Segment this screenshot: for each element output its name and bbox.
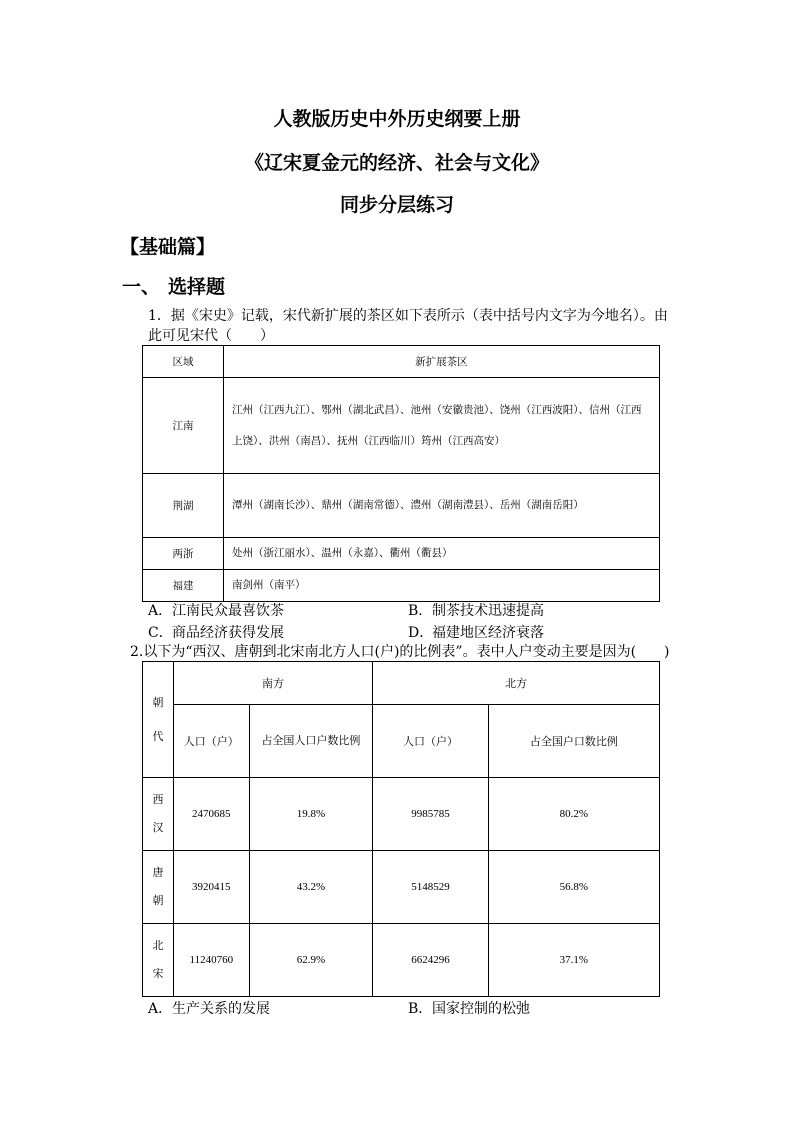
era-text: 北宋 [152, 940, 164, 980]
option-d[interactable] [408, 622, 544, 642]
subheader-north-pop: 人口（户） [373, 705, 489, 778]
option-text: 江南民众最喜饮茶 [172, 603, 284, 619]
doc-title-line1: 人教版历史中外历史纲要上册 [273, 108, 521, 130]
table-row [143, 851, 660, 924]
population-table [142, 661, 660, 997]
table-header-row [143, 346, 660, 378]
question-1-stem [148, 306, 668, 346]
option-letter: A． [148, 1001, 173, 1017]
region-cell: 江南 [143, 378, 224, 474]
areas-cell: 南剑州（南平） [224, 570, 660, 602]
option-letter: C． [148, 625, 173, 641]
table-header-row [143, 662, 660, 705]
south-pop-cell: 3920415 [173, 851, 249, 924]
north-pop-cell: 9985785 [373, 778, 489, 851]
table-row [143, 538, 660, 570]
option-text: 制茶技术迅速提高 [432, 603, 544, 619]
era-cell [143, 778, 174, 851]
areas-cell: 潭州（湖南长沙）、鼎州（湖南常德）、澧州（湖南澧县）、岳州（湖南岳阳） [224, 474, 660, 538]
question-1-stem-line2: 此可见宋代（ ） [148, 328, 274, 344]
table-row [143, 778, 660, 851]
subheader-south-ratio: 占全国人口户数比例 [249, 705, 372, 778]
era-cell [143, 851, 174, 924]
north-pop-cell: 5148529 [373, 851, 489, 924]
era-cell [143, 924, 174, 997]
doc-title-line2: 《辽宋夏金元的经济、社会与文化》 [244, 152, 549, 174]
option-letter: B． [408, 603, 433, 619]
north-pop-cell: 6624296 [373, 924, 489, 997]
north-ratio-cell: 56.8% [488, 851, 659, 924]
part-heading [122, 272, 225, 299]
question-1-stem-line1: 1．据《宋史》记载，宋代新扩展的茶区如下表所示（表中括号内文字为今地名）。由 [148, 308, 668, 324]
doc-title-line3: 同步分层练习 [339, 194, 454, 216]
option-letter: D． [408, 625, 434, 641]
option-text: 商品经济获得发展 [172, 625, 284, 641]
era-text: 西汉 [152, 794, 164, 834]
region-cell: 荆湖 [143, 474, 224, 538]
q2-option-a[interactable] [148, 998, 270, 1018]
option-b[interactable] [408, 600, 544, 620]
subheader-south-pop: 人口（户） [173, 705, 249, 778]
option-a[interactable] [148, 600, 284, 620]
areas-cell: 处州（浙江丽水）、温州（永嘉）、衢州（衢县） [224, 538, 660, 570]
region-cell: 两浙 [143, 538, 224, 570]
question-2-stem: 2.以下为“西汉、唐朝到北宋南北方人口(户)的比例表”。表中人户变动主要是因为( ) [130, 644, 670, 660]
option-text: 生产关系的发展 [172, 1001, 270, 1017]
subheader-north-ratio: 占全国户口数比例 [488, 705, 659, 778]
tea-region-table [142, 345, 660, 602]
table-row [143, 474, 660, 538]
header-region: 区域 [143, 346, 224, 378]
table-row [143, 924, 660, 997]
option-text: 国家控制的松弛 [432, 1001, 530, 1017]
header-north: 北方 [373, 662, 660, 705]
south-pop-cell: 11240760 [173, 924, 249, 997]
option-text: 福建地区经济衰落 [432, 625, 544, 641]
option-c[interactable] [148, 622, 284, 642]
south-ratio-cell: 19.8% [249, 778, 372, 851]
table-subheader-row [143, 705, 660, 778]
header-south: 南方 [173, 662, 372, 705]
header-areas: 新扩展茶区 [224, 346, 660, 378]
table-row [143, 378, 660, 474]
option-letter: B． [408, 1001, 433, 1017]
option-letter: A． [148, 603, 173, 619]
areas-cell: 江州（江西九江）、鄂州（湖北武昌）、池州（安徽贵池）、饶州（江西波阳）、信州（江西上饶）、洪州（南昌）、抚州（江西临川）筠州（江西高安） [224, 378, 660, 474]
north-ratio-cell: 37.1% [488, 924, 659, 997]
part-name: 选择题 [168, 276, 226, 298]
table-row [143, 570, 660, 602]
region-cell: 福建 [143, 570, 224, 602]
q2-option-b[interactable] [408, 998, 530, 1018]
south-pop-cell: 2470685 [173, 778, 249, 851]
part-number: 一、 [122, 276, 161, 298]
section-label: 【基础篇】 [120, 236, 216, 258]
header-era-text: 朝代 [152, 696, 164, 743]
north-ratio-cell: 80.2% [488, 778, 659, 851]
south-ratio-cell: 62.9% [249, 924, 372, 997]
header-era [143, 662, 174, 778]
south-ratio-cell: 43.2% [249, 851, 372, 924]
era-text: 唐朝 [152, 867, 164, 907]
